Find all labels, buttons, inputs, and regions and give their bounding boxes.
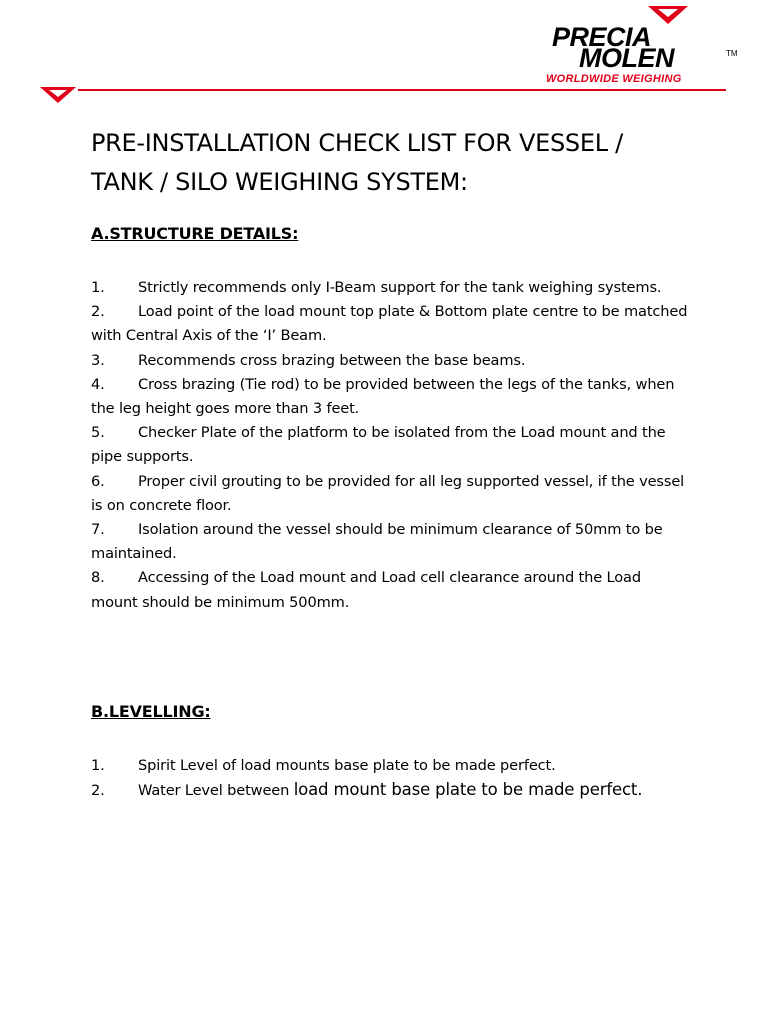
list-item	[91, 349, 691, 373]
list-item-text: Strictly recommends only I-Beam support for the tank weighing systems.	[138, 279, 662, 296]
list-item-text: Spirit Level of load mounts base plate to be made perfect.	[138, 757, 556, 774]
precia-molen-logo	[540, 6, 740, 85]
list-item	[91, 754, 691, 778]
list-item-number: 4.	[91, 375, 105, 393]
list-item-text: Water Level between	[138, 782, 294, 800]
list-item-text: Recommends cross brazing between the base beams.	[138, 351, 526, 369]
chevron-down-icon	[40, 87, 76, 103]
list-item-text: Load point of the load mount top plate & Bottom plate centre to be matched with Central Axis of the ‘I’ Beam.	[91, 303, 688, 345]
header-divider	[78, 89, 726, 91]
list-item-text: Checker Plate of the platform to be isolated from the Load mount and the pipe supports.	[91, 424, 666, 466]
section-heading-colon: :	[292, 224, 299, 243]
page-title: PRE-INSTALLATION CHECK LIST FOR VESSEL / TANK / SILO WEIGHING SYSTEM:	[91, 129, 623, 196]
section-heading-text: A.STRUCTURE DETAILS	[91, 224, 293, 243]
list-item-number: 2.	[91, 303, 105, 321]
section-heading-levelling: B.LEVELLING:	[91, 702, 211, 721]
list-item-text: load mount base plate to be made perfect.	[293, 780, 643, 800]
list-item-text: Proper civil grouting to be provided for all leg supported vessel, if the vessel is on concrete floor.	[91, 472, 685, 514]
list-item	[91, 373, 691, 421]
list-item	[91, 470, 691, 518]
list-item	[91, 276, 691, 300]
logo-wordmark-line-2: MOLEN	[579, 43, 674, 73]
list-item-number: 1.	[91, 279, 105, 296]
section-heading-structure-details	[91, 224, 298, 244]
list-item-number: 1.	[91, 757, 105, 774]
structure-details-list	[91, 276, 691, 615]
list-item-text: Cross brazing (Tie rod) to be provided between the legs of the tanks, when the leg height goes more than 3 feet.	[91, 375, 675, 418]
list-item	[91, 421, 691, 469]
list-item-text: Isolation around the vessel should be minimum clearance of 50mm to be maintained.	[91, 521, 663, 563]
list-item-text: Accessing of the Load mount and Load cell clearance around the Load mount should be minimum 500mm.	[91, 569, 641, 611]
list-item-number: 2.	[91, 782, 105, 800]
logo-wordmark-line-1: PRECIA	[552, 22, 652, 52]
logo-trademark: TM	[726, 49, 738, 58]
list-item	[91, 518, 691, 566]
list-item	[91, 300, 691, 348]
list-item	[91, 778, 691, 803]
list-item-number: 3.	[91, 351, 105, 369]
list-item-number: 7.	[91, 521, 105, 539]
list-item-number: 5.	[91, 424, 105, 442]
levelling-list	[91, 754, 691, 803]
list-item-number: 8.	[91, 569, 105, 587]
chevron-down-icon	[648, 6, 688, 24]
list-item-number: 6.	[91, 472, 105, 490]
logo-tagline: WORLDWIDE WEIGHING	[546, 73, 682, 85]
list-item	[91, 566, 691, 614]
